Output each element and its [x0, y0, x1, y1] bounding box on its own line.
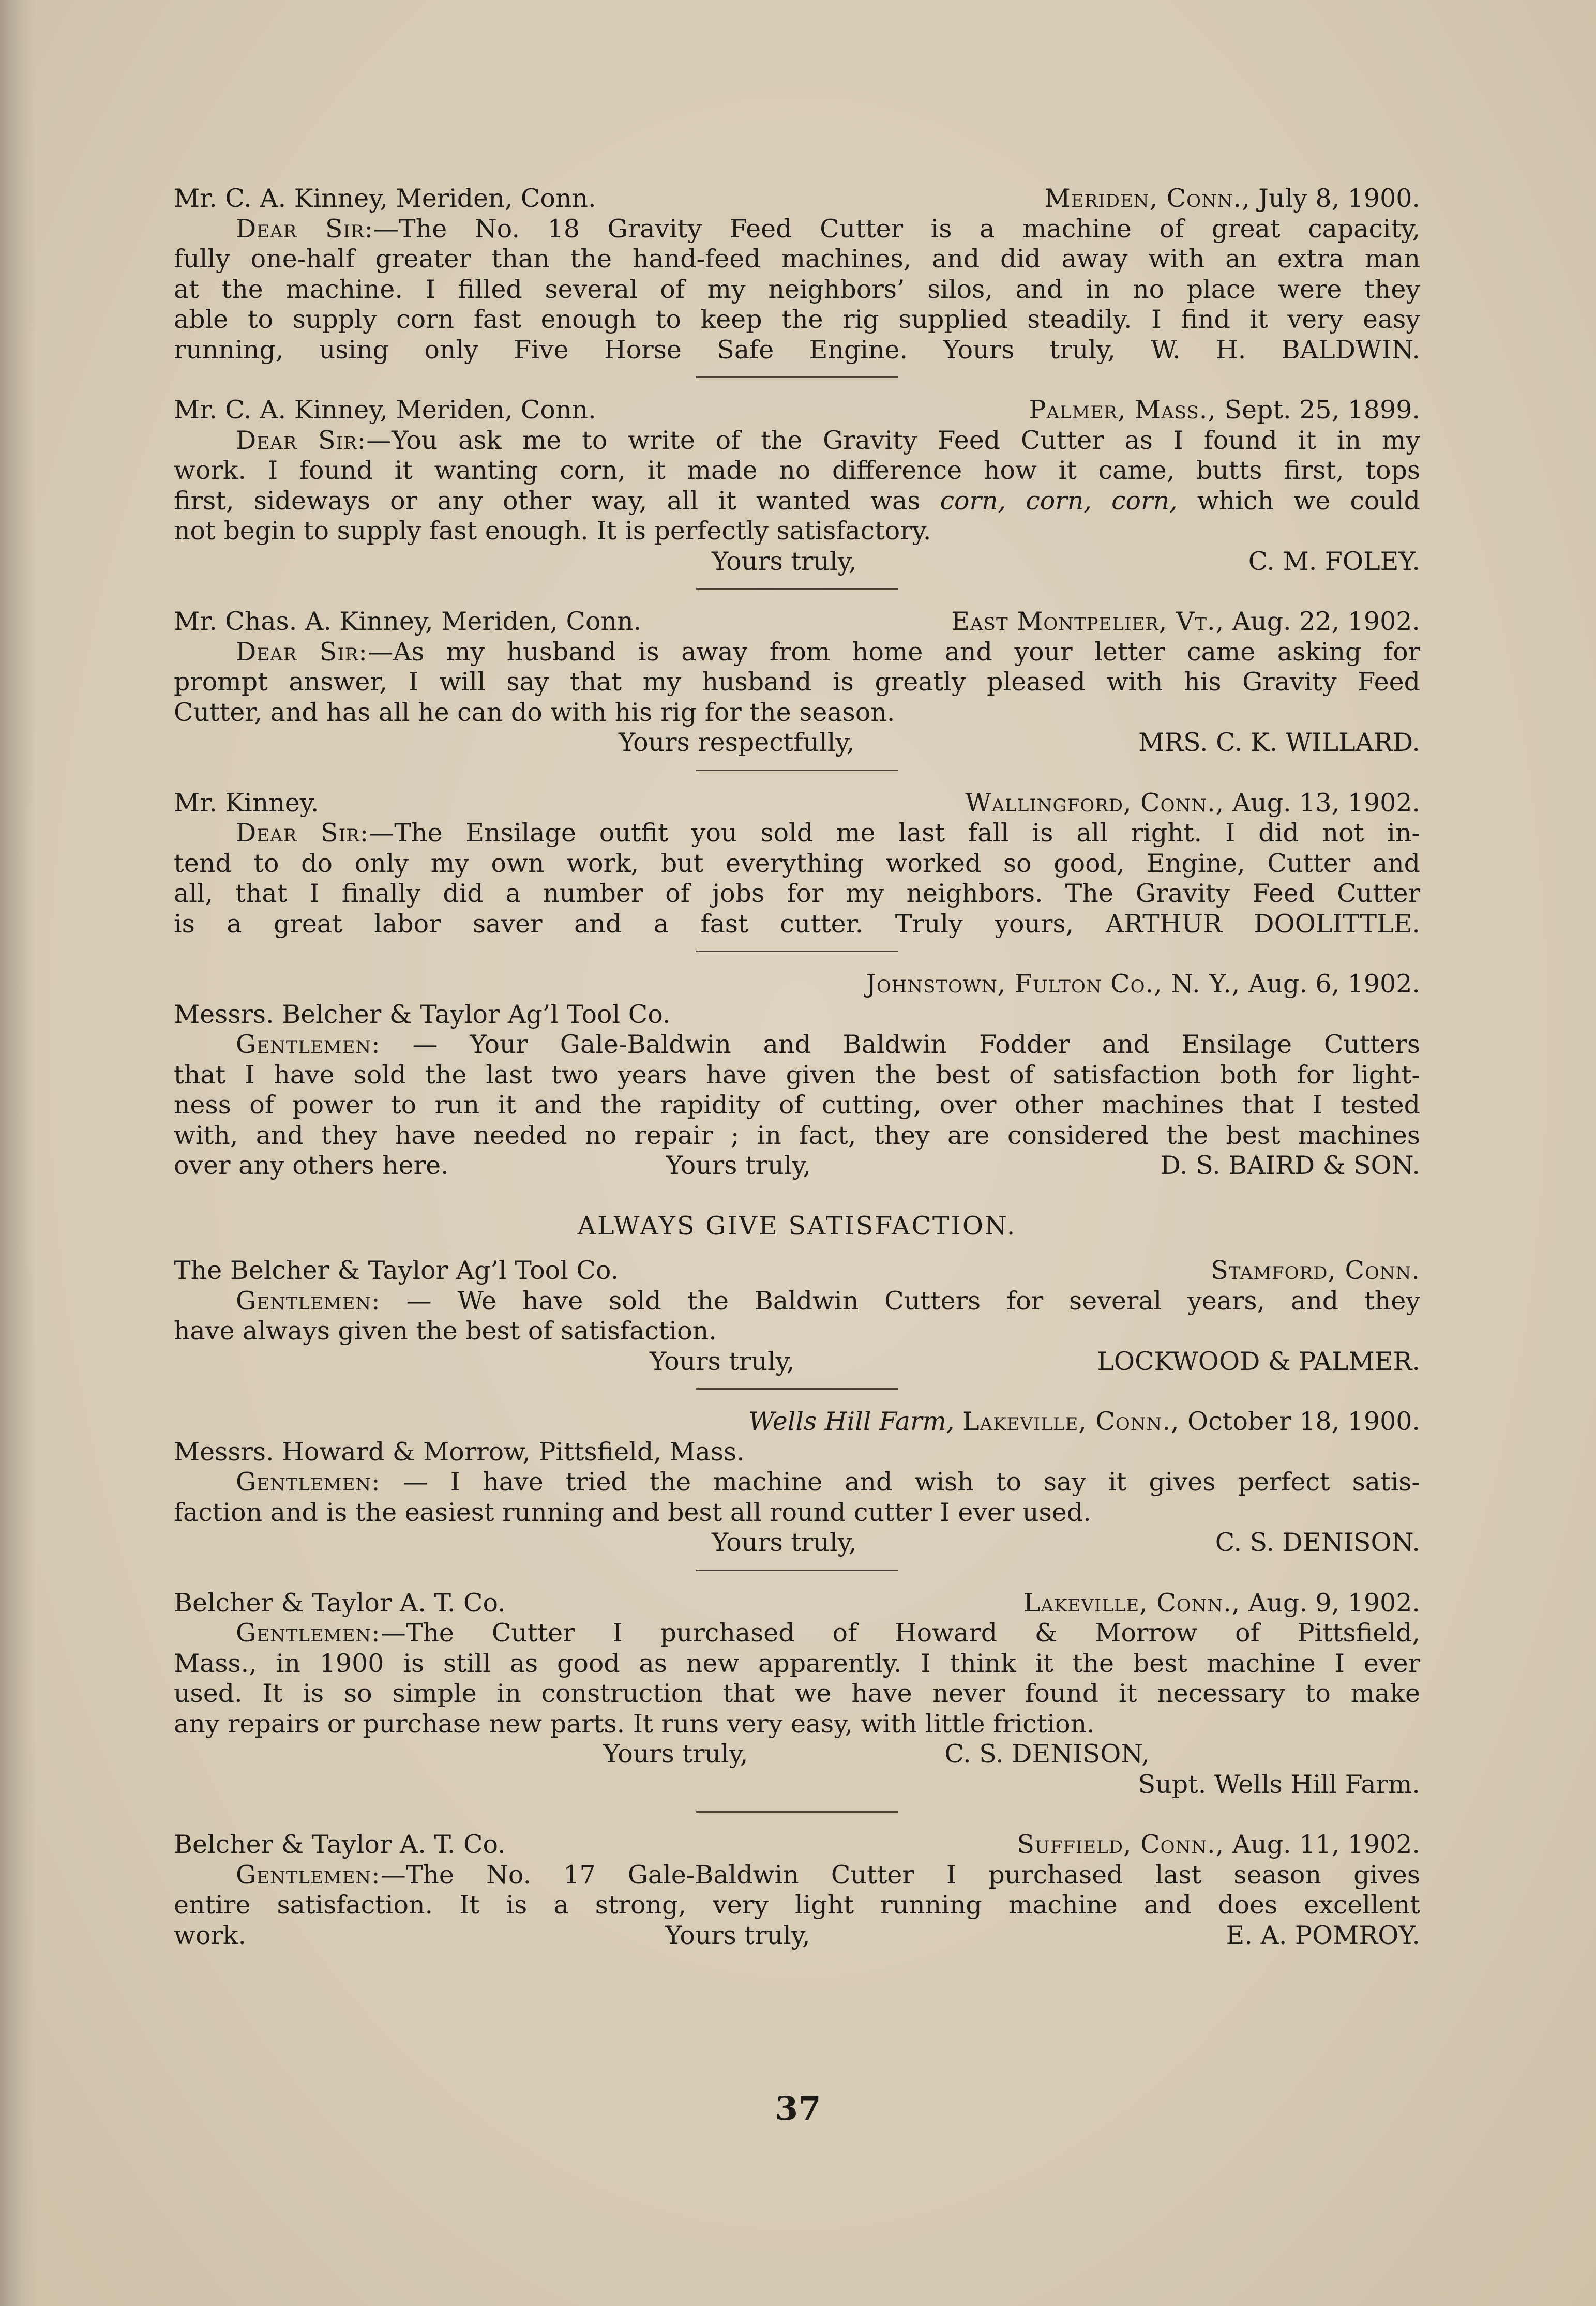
body-line	[174, 486, 1420, 517]
addressee: Mr. C. A. Kinney, Meriden, Conn.	[174, 184, 596, 213]
date: Aug. 6, 1902.	[1248, 969, 1420, 999]
date: July 8, 1900.	[1258, 184, 1420, 213]
letter-header	[174, 1830, 1420, 1860]
body-line: fully one-half greater than the hand-feed machines, and did away with an extra man	[174, 244, 1420, 274]
text: — Your Gale-Baldwin and Baldwin Fodder and Ensilage Cutters	[380, 1030, 1420, 1059]
text: —You ask me to write of the Gravity Feed Cutter as I found it in my	[366, 425, 1420, 455]
closing-line	[174, 728, 1420, 758]
place-date	[965, 788, 1420, 819]
text: — We have sold the Baldwin Cutters for several years, and they	[380, 1286, 1420, 1316]
signature: C. S. DENISON,	[944, 1739, 1150, 1769]
addressee: Mr. Chas. A. Kinney, Meriden, Conn.	[174, 607, 642, 636]
divider	[174, 365, 1420, 395]
letter-baird	[174, 969, 1420, 1181]
place: Suffield, Conn.,	[1017, 1830, 1225, 1859]
signature: D. S. BAIRD & SON.	[1160, 1151, 1420, 1180]
salutation: Dear Sir:	[236, 818, 369, 848]
body-line: have always given the best of satisfaction.	[174, 1316, 717, 1346]
closing: Yours truly,	[665, 1920, 810, 1950]
letter-pomroy	[174, 1830, 1420, 1951]
body-line: all, that I finally did a number of jobs for my neighbors. The Gravity Feed Cutter	[174, 879, 1420, 908]
closing: Yours truly,	[712, 546, 857, 576]
place-date	[1017, 1830, 1421, 1860]
closing: Yours respectfully,	[619, 728, 855, 757]
letter-foley	[174, 395, 1420, 577]
emphasis: corn, corn, corn,	[940, 486, 1178, 516]
body-line: at the machine. I filled several of my neighbors’ silos, and in no place were they	[174, 274, 1420, 304]
body-line	[174, 1030, 1420, 1060]
addressee: Messrs. Howard & Morrow, Pittsfield, Mass.	[174, 1437, 745, 1467]
body-line: faction and is the easiest running and best all round cutter I ever used.	[174, 1497, 1091, 1527]
place: Lakeville, Conn.,	[1023, 1588, 1241, 1618]
date: October 18, 1900.	[1187, 1407, 1420, 1436]
divider	[174, 1800, 1420, 1830]
closing-line	[174, 547, 1420, 577]
body-line: any repairs or purchase new parts. It runs very easy, with little friction.	[174, 1709, 1095, 1739]
date: Aug. 11, 1902.	[1232, 1830, 1420, 1859]
closing: Yours truly,	[666, 1151, 811, 1180]
letter-header	[174, 607, 1420, 637]
body-line	[174, 1286, 1420, 1317]
body-line	[174, 426, 1420, 456]
letter-header	[174, 1256, 1420, 1286]
text: —The No. 18 Gravity Feed Cutter is a machine of great capacity,	[373, 214, 1420, 244]
letter-header	[174, 1407, 1420, 1437]
letter-baldwin	[174, 184, 1420, 365]
letter-header	[174, 395, 1420, 426]
addressee: The Belcher & Taylor Ag’l Tool Co.	[174, 1256, 619, 1285]
signature: C. M. FOLEY.	[1248, 546, 1420, 576]
addressee: Mr. C. A. Kinney, Meriden, Conn.	[174, 395, 596, 425]
divider	[174, 939, 1420, 969]
body-line: is a great labor saver and a fast cutter. Truly yours, ARTHUR DOOLITTLE.	[174, 909, 1420, 939]
body-line: work. I found it wanting corn, it made no difference how it came, butts first, tops	[174, 456, 1420, 485]
letter-header	[174, 1588, 1420, 1619]
text: —As my husband is away from home and your letter came asking for	[367, 637, 1420, 667]
salutation: Dear Sir:	[236, 637, 368, 667]
letter-header	[174, 184, 1420, 214]
signature: E. A. POMROY.	[1226, 1920, 1420, 1950]
body-line	[174, 637, 1420, 668]
page-content	[174, 184, 1420, 1951]
letter-denison-2	[174, 1588, 1420, 1800]
salutation: Gentlemen:	[236, 1618, 381, 1648]
divider	[174, 1558, 1420, 1588]
body-line: used. It is so simple in construction that we have never found it necessary to make	[174, 1679, 1420, 1708]
body-line: ness of power to run it and the rapidity of cutting, over other machines that I tested	[174, 1090, 1420, 1120]
divider	[174, 1377, 1420, 1407]
body-line: able to supply corn fast enough to keep the rig supplied steadily. I find it very easy	[174, 305, 1420, 334]
divider	[174, 577, 1420, 607]
body-line: entire satisfaction. It is a strong, very light running machine and does excellent	[174, 1890, 1420, 1920]
letter-lockwood	[174, 1256, 1420, 1377]
body-line: that I have sold the last two years have given the best of satisfaction both for light-	[174, 1060, 1420, 1090]
date: Aug. 22, 1902.	[1232, 607, 1420, 636]
addressee: Belcher & Taylor A. T. Co.	[174, 1588, 506, 1618]
body-line	[174, 1467, 1420, 1498]
letter-denison-1	[174, 1407, 1420, 1558]
letter-doolittle	[174, 788, 1420, 940]
date: Sept. 25, 1899.	[1224, 395, 1420, 425]
salutation: Dear Sir:	[236, 425, 367, 455]
place: Stamford, Conn.	[1211, 1256, 1420, 1285]
text: — I have tried the machine and wish to say it gives perfect satis-	[380, 1467, 1420, 1497]
closing-line	[174, 1528, 1420, 1558]
text: —The Cutter I purchased of Howard & Morrow of Pittsfield,	[380, 1618, 1420, 1648]
place: Johnstown, Fulton Co., N. Y.,	[866, 969, 1241, 999]
divider	[174, 758, 1420, 788]
salutation: Gentlemen:	[236, 1286, 381, 1316]
closing-line	[174, 1347, 1420, 1377]
date: Aug. 13, 1902.	[1232, 788, 1420, 818]
closing-line	[174, 1921, 1420, 1951]
binding-gutter	[0, 0, 36, 2306]
text: —The No. 17 Gale-Baldwin Cutter I purchased last season gives	[380, 1860, 1420, 1890]
closing-line	[174, 1739, 1420, 1770]
body-line: prompt answer, I will say that my husband is greatly pleased with his Gravity Feed	[174, 667, 1420, 697]
salutation: Gentlemen:	[236, 1860, 381, 1890]
place-date	[951, 607, 1420, 637]
letter-header	[174, 969, 1420, 1000]
text: —The Ensilage outfit you sold me last fall is all right. I did not in-	[369, 818, 1420, 848]
place: Wallingford, Conn.,	[965, 788, 1225, 818]
page-number: 37	[775, 2089, 821, 2128]
section-heading: ALWAYS GIVE SATISFACTION.	[577, 1211, 1017, 1241]
letter-header	[174, 788, 1420, 819]
closing-line	[174, 1151, 1420, 1181]
body-line: tend to do only my own work, but everything worked so good, Engine, Cutter and	[174, 848, 1420, 878]
place-date	[1029, 395, 1421, 426]
text: work.	[174, 1920, 247, 1950]
place: East Montpelier, Vt.,	[951, 607, 1225, 636]
salutation: Gentlemen:	[236, 1030, 381, 1059]
addressee: Messrs. Belcher & Taylor Ag’l Tool Co.	[174, 999, 671, 1029]
salutation: Gentlemen:	[236, 1467, 381, 1497]
body-line: Mass., in 1900 is still as good as new apparently. I think it the best machine I ever	[174, 1648, 1420, 1678]
place: Palmer, Mass.,	[1029, 395, 1216, 425]
salutation: Dear Sir:	[236, 214, 374, 244]
text: which we could	[1197, 486, 1421, 516]
body-line	[174, 214, 1420, 245]
place-date	[1045, 184, 1420, 214]
body-line: with, and they have needed no repair ; in fact, they are considered the best machines	[174, 1120, 1420, 1150]
text: first, sideways or any other way, all it wanted was	[174, 486, 921, 516]
place: Lakeville, Conn.,	[962, 1407, 1180, 1436]
body-line	[174, 818, 1420, 849]
body-line: Cutter, and has all he can do with his rig for the season.	[174, 697, 895, 727]
body-line	[174, 1860, 1420, 1891]
signature: LOCKWOOD & PALMER.	[1097, 1346, 1420, 1376]
closing: Yours truly,	[712, 1528, 857, 1557]
addressee: Mr. Kinney.	[174, 788, 319, 818]
letter-willard	[174, 607, 1420, 758]
signature: C. S. DENISON.	[1215, 1528, 1420, 1557]
signer-title: Supt. Wells Hill Farm.	[1138, 1769, 1420, 1799]
closing: Yours truly,	[603, 1739, 748, 1769]
addressee: Belcher & Taylor A. T. Co.	[174, 1830, 506, 1859]
place: Meriden, Conn.,	[1044, 184, 1251, 213]
date: Aug. 9, 1902.	[1248, 1588, 1420, 1618]
place-date	[1023, 1588, 1420, 1619]
signature: MRS. C. K. WILLARD.	[1138, 728, 1420, 757]
body-line: not begin to supply fast enough. It is perfectly satisfactory.	[174, 516, 931, 546]
farm-name: Wells Hill Farm,	[748, 1407, 955, 1436]
body-line	[174, 1618, 1420, 1649]
closing: Yours truly,	[650, 1346, 795, 1376]
body-line: running, using only Five Horse Safe Engine. Yours truly, W. H. BALDWIN.	[174, 335, 1420, 365]
text: over any others here.	[174, 1151, 449, 1180]
